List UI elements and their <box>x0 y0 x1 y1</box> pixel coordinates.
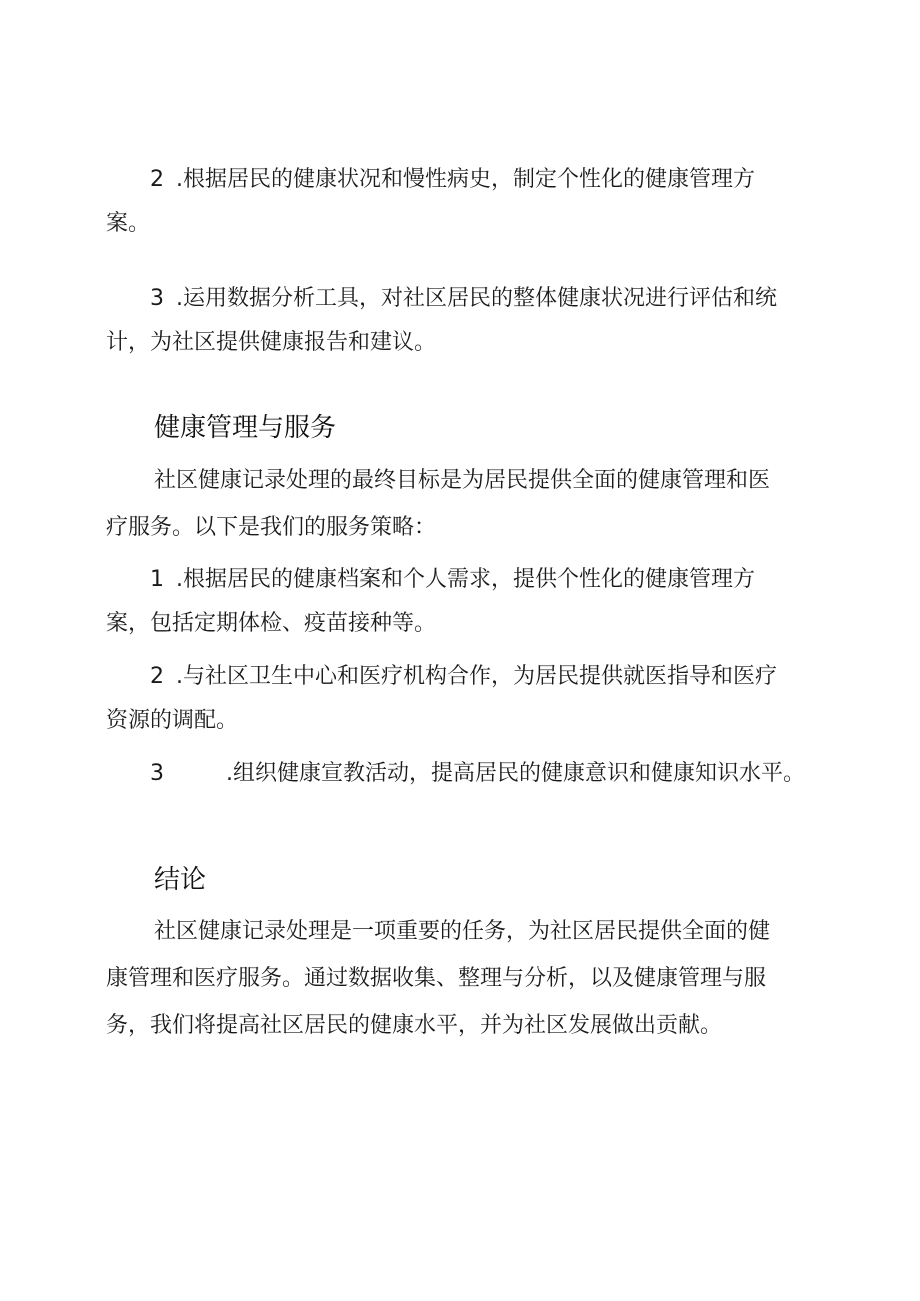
section2-heading-wrap <box>106 408 806 448</box>
conclusion-line1: 社区健康记录处理是一项重要的任务，为社区居民提供全面的健 <box>154 919 771 944</box>
list-item <box>106 653 806 700</box>
item-text-line1: .运用数据分析工具，对社区居民的整体健康状况进行评估和统 <box>176 286 777 311</box>
item-number: 1 <box>150 567 164 592</box>
section-heading: 健康管理与服务 <box>154 413 337 443</box>
item-text-line1: .与社区卫生中心和医疗机构合作，为居民提供就医指导和医疗 <box>176 664 777 689</box>
list-item <box>106 556 806 603</box>
list-item <box>106 156 806 203</box>
intro-line2: 疗服务。以下是我们的服务策略： <box>106 515 437 540</box>
item-text-line1: .组织健康宣教活动，提高居民的健康意识和健康知识水平。 <box>226 761 805 786</box>
list-item-continuation <box>106 200 806 247</box>
list-item-continuation <box>106 319 806 366</box>
list-item-continuation <box>106 697 806 744</box>
item-number: 2 <box>150 664 164 689</box>
conclusion-body <box>106 908 806 1049</box>
intro-line1: 社区健康记录处理的最终目标是为居民提供全面的健康管理和医 <box>154 468 771 493</box>
item-number: 3 <box>150 286 164 311</box>
list-item <box>106 275 806 322</box>
list-item <box>106 750 806 797</box>
section1-list <box>106 156 806 366</box>
section-heading: 结论 <box>154 865 207 895</box>
item-text-line1: .根据居民的健康状况和慢性病史，制定个性化的健康管理方 <box>176 167 755 192</box>
item-text-line2: 案，包括定期体检、疫苗接种等。 <box>106 611 437 636</box>
item-text-line2: 计，为社区提供健康报告和建议。 <box>106 330 437 355</box>
section2-list <box>106 556 806 797</box>
item-number: 2 <box>150 167 164 192</box>
list-item-continuation <box>106 600 806 647</box>
item-number: 3 <box>150 761 164 786</box>
item-text-line2: 案。 <box>106 211 151 236</box>
item-text-line2: 资源的调配。 <box>106 708 239 733</box>
conclusion-line2: 康管理和医疗服务。通过数据收集、整理与分析，以及健康管理与服 <box>106 966 767 991</box>
conclusion-line3: 务，我们将提高社区居民的健康水平，并为社区发展做出贡献。 <box>106 1013 723 1038</box>
section2-intro <box>106 457 806 551</box>
conclusion-heading-wrap <box>106 860 806 900</box>
item-text-line1: .根据居民的健康档案和个人需求，提供个性化的健康管理方 <box>176 567 755 592</box>
